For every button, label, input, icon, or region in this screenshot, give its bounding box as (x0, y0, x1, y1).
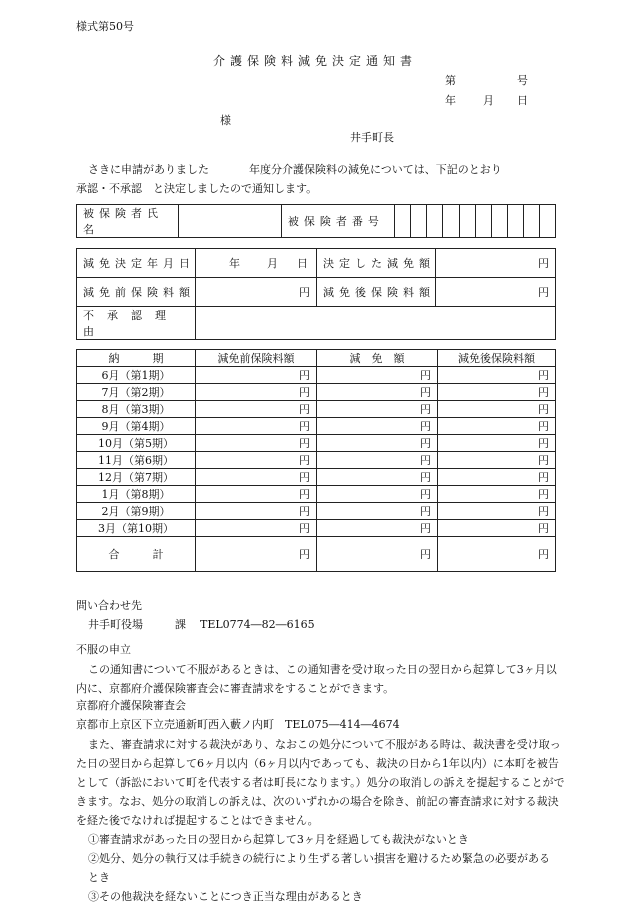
addressee-suffix: 様 (220, 114, 231, 127)
objection-text (76, 660, 566, 698)
insured-number-digit[interactable] (443, 205, 459, 238)
yen-unit: 円 (420, 437, 431, 450)
issuer: 井手町長 (350, 131, 394, 144)
document-title: 介護保険料減免決定通知書 (212, 54, 417, 68)
installment-after-field[interactable] (438, 469, 556, 486)
installment-period: 11月（第6期） (77, 452, 196, 469)
installment-period: 2月（第9期） (77, 503, 196, 520)
decision-date-field[interactable] (196, 249, 317, 278)
insured-number-digit[interactable] (411, 205, 427, 238)
installment-before-field[interactable] (196, 384, 317, 401)
yen-unit: 円 (420, 454, 431, 467)
yen-unit: 円 (538, 471, 549, 484)
installment-reduction-field[interactable] (317, 367, 438, 384)
yen-unit: 円 (299, 403, 310, 416)
installment-period: 3月（第10期） (77, 520, 196, 537)
notice-number (445, 72, 528, 88)
decision-table (76, 248, 556, 340)
yen-unit: 円 (538, 286, 549, 299)
installment-before-field[interactable] (196, 503, 317, 520)
insured-number-digit[interactable] (539, 205, 555, 238)
installment-reduction-field[interactable] (317, 418, 438, 435)
installment-reduction-field[interactable] (317, 486, 438, 503)
council-address: 京都市上京区下立売通新町西入藪ノ内町 TEL075―414―4674 (76, 718, 400, 731)
insured-number-digit[interactable] (475, 205, 491, 238)
yen-unit: 円 (538, 522, 549, 535)
installment-reduction-field[interactable] (317, 469, 438, 486)
installments-header-row (77, 350, 556, 367)
before-amount-field[interactable] (196, 278, 317, 307)
yen-unit: 円 (538, 505, 549, 518)
installment-row (77, 520, 556, 537)
total-row (77, 537, 556, 572)
number-suffix: 号 (517, 74, 528, 87)
insured-number-digit[interactable] (507, 205, 523, 238)
insured-number-digit[interactable] (395, 205, 411, 238)
yen-unit: 円 (538, 403, 549, 416)
yen-unit: 円 (299, 386, 310, 399)
yen-unit: 円 (420, 369, 431, 382)
installment-reduction-field[interactable] (317, 435, 438, 452)
installment-before-field[interactable] (196, 418, 317, 435)
yen-unit: 円 (299, 548, 310, 561)
date-day: 日 (517, 94, 528, 107)
installment-period: 1月（第8期） (77, 486, 196, 503)
yen-unit: 円 (538, 488, 549, 501)
yen-unit: 円 (299, 488, 310, 501)
installment-before-field[interactable] (196, 435, 317, 452)
yen-unit: 円 (299, 505, 310, 518)
installment-after-field[interactable] (438, 503, 556, 520)
exception-item-1: ①審査請求があった日の翌日から起算して3ヶ月を経過しても裁決がないとき (88, 833, 469, 846)
after-amount-field[interactable] (436, 278, 556, 307)
installment-period: 12月（第7期） (77, 469, 196, 486)
installment-row (77, 486, 556, 503)
reject-reason-field[interactable] (196, 307, 556, 340)
installment-before-field[interactable] (196, 401, 317, 418)
insured-number-digit[interactable] (523, 205, 539, 238)
yen-unit: 円 (538, 420, 549, 433)
before-amount-label: 減免前保険料額 (77, 278, 196, 307)
installment-after-field[interactable] (438, 384, 556, 401)
objection-heading: 不服の申立 (76, 643, 131, 656)
intro-paragraph (76, 160, 556, 198)
installment-after-field[interactable] (438, 520, 556, 537)
yen-unit: 円 (420, 522, 431, 535)
header-after: 減免後保険料額 (438, 350, 556, 367)
header-reduction: 減 免 額 (317, 350, 438, 367)
installment-period: 10月（第5期） (77, 435, 196, 452)
total-after-field[interactable] (438, 537, 556, 572)
installment-reduction-field[interactable] (317, 401, 438, 418)
installment-reduction-field[interactable] (317, 452, 438, 469)
yen-unit: 円 (299, 454, 310, 467)
exception-item-2: ②処分、処分の執行又は手続きの続行により生ずる著しい損害を避けるため緊急の必要があるとき (88, 852, 550, 884)
exception-item-3: ③その他裁決を経ないことにつき正当な理由があるとき (88, 890, 363, 903)
yen-unit: 円 (538, 369, 549, 382)
intro-part1: さきに申請がありました (88, 163, 209, 176)
notice-date (445, 92, 528, 108)
objection-paragraph: この通知書について不服があるときは、この通知書を受け取った日の翌日から起算して3ヶ月以内に、京都府介護保険審査会に審査請求をすることができます。 (76, 663, 557, 695)
installment-reduction-field[interactable] (317, 520, 438, 537)
total-reduction-field[interactable] (317, 537, 438, 572)
inquiry-section: 課 (175, 618, 186, 631)
installment-before-field[interactable] (196, 486, 317, 503)
insured-number-label: 被保険者番号 (281, 205, 394, 238)
yen-unit: 円 (299, 437, 310, 450)
installment-period: 6月（第1期） (77, 367, 196, 384)
insured-number-digit[interactable] (427, 205, 443, 238)
insured-number-digit[interactable] (459, 205, 475, 238)
yen-unit: 円 (299, 286, 310, 299)
header-period: 納 期 (77, 350, 196, 367)
inquiry-office: 井手町役場 (88, 618, 143, 631)
inquiry-tel: TEL0774―82―6165 (200, 618, 315, 631)
installments-table (76, 349, 556, 572)
yen-unit: 円 (420, 403, 431, 416)
installment-before-field[interactable] (196, 520, 317, 537)
installment-after-field[interactable] (438, 486, 556, 503)
council-name: 京都府介護保険審査会 (76, 699, 186, 712)
lawsuit-text (76, 735, 566, 830)
reject-reason-label: 不承認理由 (77, 307, 196, 340)
installment-row (77, 435, 556, 452)
form-number: 様式第50号 (76, 20, 134, 33)
insured-number-digit[interactable] (491, 205, 507, 238)
intro-part3: 承認・不承認 と決定しましたので通知します。 (76, 182, 318, 195)
decided-amount-field[interactable] (436, 249, 556, 278)
installment-after-field[interactable] (438, 435, 556, 452)
date-year: 年 (445, 94, 456, 107)
number-prefix: 第 (445, 74, 456, 87)
installment-after-field[interactable] (438, 401, 556, 418)
date-month: 月 (483, 94, 494, 107)
yen-unit: 円 (420, 420, 431, 433)
header-before: 減免前保険料額 (196, 350, 317, 367)
decision-date-label: 減免決定年月日 (77, 249, 196, 278)
yen-unit: 円 (538, 437, 549, 450)
yen-unit: 円 (538, 548, 549, 561)
installment-after-field[interactable] (438, 418, 556, 435)
installment-reduction-field[interactable] (317, 503, 438, 520)
yen-unit: 円 (538, 386, 549, 399)
installment-row (77, 367, 556, 384)
yen-unit: 円 (420, 488, 431, 501)
installment-period: 9月（第4期） (77, 418, 196, 435)
installment-before-field[interactable] (196, 367, 317, 384)
decision-date-day: 日 (297, 257, 308, 270)
installment-row (77, 418, 556, 435)
installment-after-field[interactable] (438, 452, 556, 469)
lawsuit-paragraph: また、審査請求に対する裁決があり、なおこの処分について不服がある時は、裁決書を受け取った日の翌日から起算して6ヶ月以内（6ヶ月以内であっても、裁決の日から1年以内）に本町を被告として（訴訟において町を代表する者は町長になります。）処分の取消しの訴えを提起することができます。なお、処分の取消しの訴えは、次のいずれかの場合を除き、前記の審査請求に対する裁決を経た後でなければ提起することはできません。 (76, 738, 565, 827)
yen-unit: 円 (420, 505, 431, 518)
total-label: 合 計 (77, 537, 196, 572)
decided-amount-label: 決定した減免額 (317, 249, 436, 278)
yen-unit: 円 (299, 471, 310, 484)
decision-date-year: 年 (229, 257, 240, 270)
installment-after-field[interactable] (438, 367, 556, 384)
after-amount-label: 減免後保険料額 (317, 278, 436, 307)
intro-part2: 年度分介護保険料の減免については、下記のとおり (249, 163, 502, 176)
insured-table (76, 204, 556, 238)
installment-row (77, 384, 556, 401)
installment-row (77, 503, 556, 520)
installment-row (77, 469, 556, 486)
installment-period: 7月（第2期） (77, 384, 196, 401)
yen-unit: 円 (299, 522, 310, 535)
yen-unit: 円 (299, 420, 310, 433)
installment-reduction-field[interactable] (317, 384, 438, 401)
total-before-field[interactable] (196, 537, 317, 572)
yen-unit: 円 (538, 257, 549, 270)
installment-before-field[interactable] (196, 469, 317, 486)
yen-unit: 円 (299, 369, 310, 382)
installment-before-field[interactable] (196, 452, 317, 469)
yen-unit: 円 (420, 548, 431, 561)
inquiry-heading: 問い合わせ先 (76, 599, 142, 612)
installment-row (77, 452, 556, 469)
yen-unit: 円 (420, 386, 431, 399)
yen-unit: 円 (420, 471, 431, 484)
inquiry-contact (88, 616, 315, 632)
installment-row (77, 401, 556, 418)
insured-name-label: 被保険者氏名 (77, 205, 179, 238)
installment-period: 8月（第3期） (77, 401, 196, 418)
insured-name-field[interactable] (179, 205, 282, 238)
yen-unit: 円 (538, 454, 549, 467)
decision-date-month: 月 (267, 257, 278, 270)
